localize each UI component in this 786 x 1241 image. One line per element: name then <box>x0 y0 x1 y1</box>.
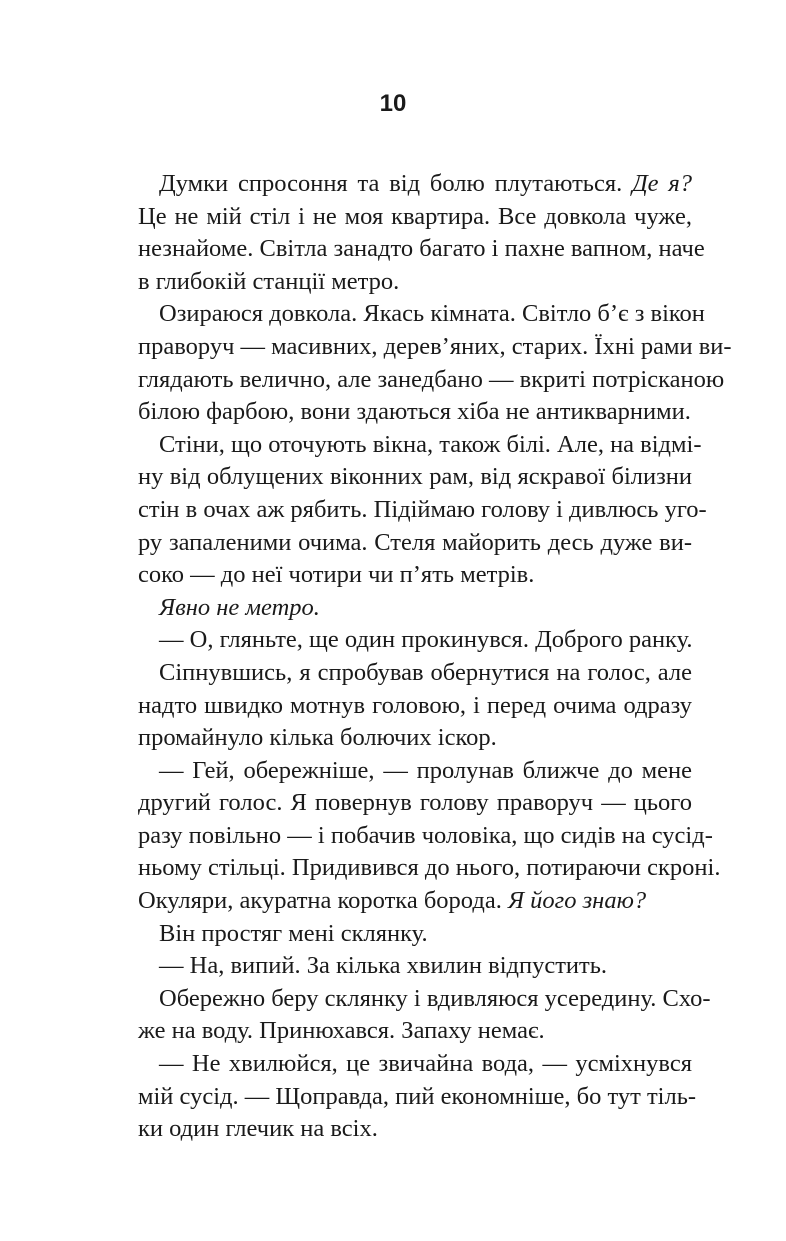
text-run: Стіни, що оточують вікна, також білі. Але, на відмі- <box>159 430 702 458</box>
text-run: в глибокій станції метро. <box>138 267 400 295</box>
text-line <box>138 820 713 853</box>
text-line <box>138 527 692 560</box>
text-line <box>138 983 711 1016</box>
text-line <box>138 722 692 755</box>
text-run: — О, гляньте, ще один прокинувся. Доброго ранку. <box>159 626 693 654</box>
text-line <box>138 624 692 657</box>
text-run: Обережно беру склянку і вдивляюся усередину. Схо- <box>159 984 711 1012</box>
text-line <box>138 918 692 951</box>
text-line <box>138 461 692 494</box>
text-line <box>138 657 692 690</box>
text-line <box>138 331 732 364</box>
text-line <box>138 494 707 527</box>
text-line <box>138 559 692 592</box>
text-run: Він простяг мені склянку. <box>159 919 428 947</box>
text-run: стін в очах аж рябить. Підіймаю голову і дивлюсь уго- <box>138 495 707 523</box>
text-run: другий голос. Я повернув голову праворуч — цього <box>138 789 692 817</box>
text-run: промайнуло кілька болючих іскор. <box>138 724 497 752</box>
text-line <box>138 298 705 331</box>
text-line <box>138 1113 692 1146</box>
text-run: соко — до неї чотири чи п’ять метрів. <box>138 561 535 589</box>
text-run: глядають велично, але занедбано — вкриті потрісканою <box>138 365 725 393</box>
text-line <box>138 592 692 625</box>
text-run: — Не хвилюйся, це звичайна вода, — усміхнувся <box>159 1050 692 1078</box>
text-run: Сіпнувшись, я спробував обернутися на голос, але <box>159 658 692 686</box>
text-run: ну від облущених віконних рам, від яскравої білизни <box>138 463 692 491</box>
text-line <box>138 364 725 397</box>
text-line <box>138 690 692 723</box>
body-text <box>138 168 732 1146</box>
text-line <box>138 885 692 918</box>
text-line <box>138 950 692 983</box>
italic-text: Явно не метро. <box>159 593 320 621</box>
text-run: Думки спросоння та від болю плутаються. <box>159 170 633 197</box>
text-line <box>138 168 692 201</box>
text-run: — Гей, обережніше, — пролунав ближче до мене <box>159 756 692 784</box>
text-run: надто швидко мотнув головою, і перед очима одразу <box>138 691 692 719</box>
page-number: 10 <box>379 90 407 117</box>
text-line <box>138 201 692 234</box>
text-line <box>138 429 702 462</box>
text-line <box>138 852 721 885</box>
italic-text: Де я? <box>632 170 693 197</box>
text-run: ру запаленими очима. Стеля майорить десь дуже ви- <box>138 528 692 556</box>
text-run: Окуляри, акуратна коротка борода. <box>138 887 508 915</box>
text-run: разу повільно — і побачив чоловіка, що сидів на сусід- <box>138 821 713 849</box>
text-run: ньому стільці. Придивився до нього, потираючи скроні. <box>138 854 721 882</box>
text-line <box>138 1048 692 1081</box>
text-line <box>138 233 705 266</box>
text-run: ки один глечик на всіх. <box>138 1115 378 1143</box>
text-run: Це не мій стіл і не моя квартира. Все довкола чуже, <box>138 202 692 230</box>
text-run: же на воду. Принюхався. Запаху немає. <box>138 1017 545 1045</box>
text-run: — На, випий. За кілька хвилин відпустить. <box>159 952 608 980</box>
text-line <box>138 755 692 788</box>
text-line <box>138 396 692 429</box>
text-run: білою фарбою, вони здаються хіба не антикварними. <box>138 398 691 426</box>
text-run: незнайоме. Світла занадто багато і пахне вапном, наче <box>138 235 705 263</box>
text-line <box>138 1015 692 1048</box>
text-line <box>138 266 692 299</box>
text-run: мій сусід. — Щоправда, пий економніше, бо тут тіль- <box>138 1082 697 1110</box>
text-run: праворуч — масивних, дерев’яних, старих. Їхні рами ви- <box>138 332 732 360</box>
text-run: Озираюся довкола. Якась кімната. Світло б’є з вікон <box>159 300 705 328</box>
text-line <box>138 787 692 820</box>
text-line <box>138 1081 697 1114</box>
italic-text: Я його знаю? <box>507 887 647 915</box>
